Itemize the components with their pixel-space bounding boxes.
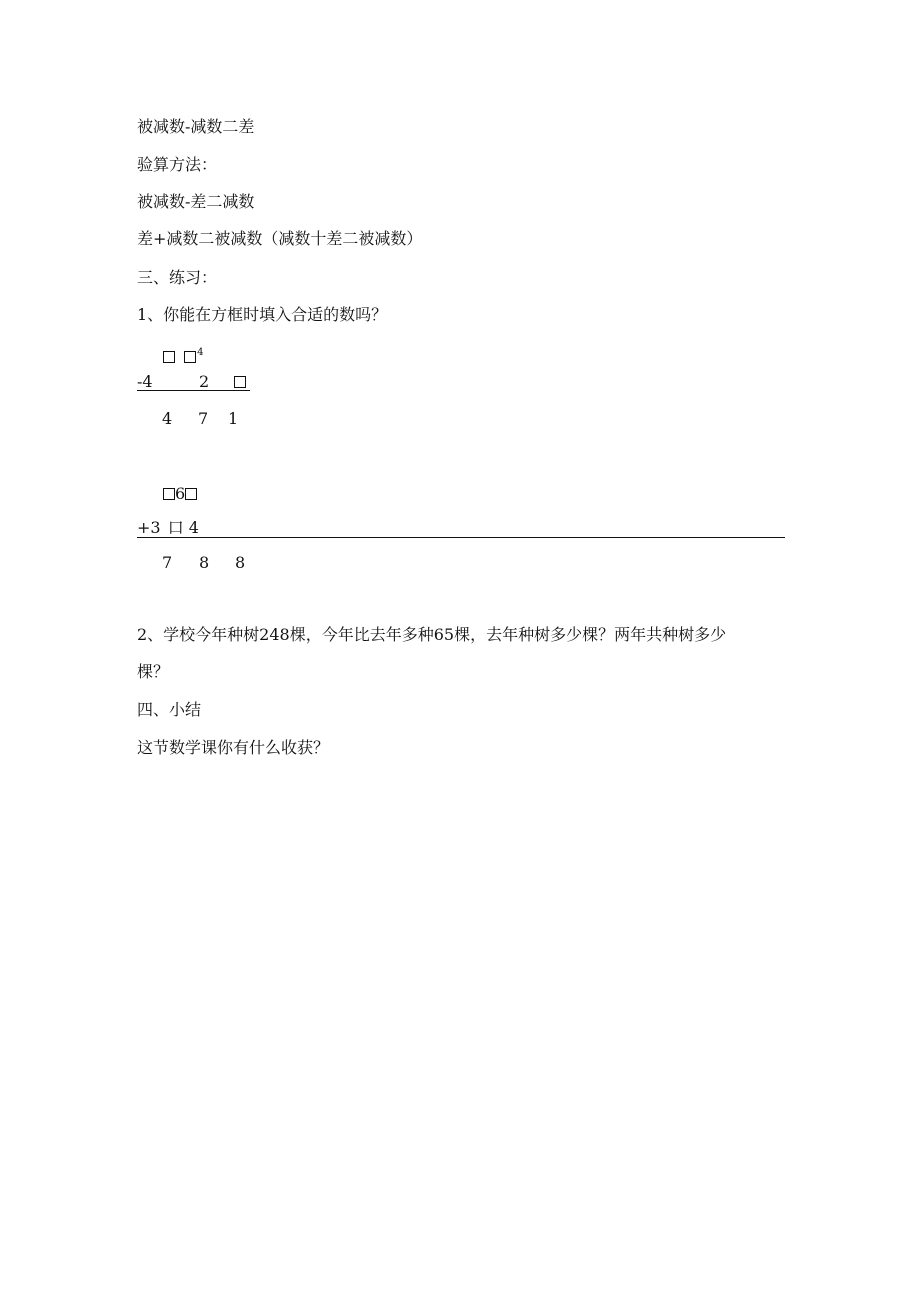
blank-box: [234, 376, 246, 388]
addition-result-2: 8: [199, 553, 210, 572]
subtraction-result-3: 1: [228, 409, 239, 428]
blank-box: [184, 351, 196, 363]
formula-minuend: 差+减数二被减数（减数十差二被减数）: [137, 229, 423, 248]
exercise-heading: 三、练习：: [137, 268, 218, 287]
addition-last-digit: 4: [188, 518, 199, 537]
subtraction-top-row: [163, 347, 203, 370]
question-2-line-2: 棵？: [137, 662, 170, 681]
check-method-heading: 验算方法：: [137, 155, 218, 174]
blank-box: [163, 488, 175, 500]
subtraction-underline: [137, 390, 250, 391]
subtraction-result-2: 7: [198, 409, 209, 428]
blank-box: [185, 488, 197, 500]
addition-operator: +3: [137, 518, 161, 537]
summary-heading: 四、小结: [137, 700, 202, 719]
addition-top-row: [163, 484, 197, 504]
subtraction-operand: -4: [137, 372, 153, 391]
superscript-digit: 4: [197, 347, 204, 358]
addition-result-3: 8: [235, 553, 246, 572]
subtraction-mid-digit: 2: [199, 372, 210, 391]
addition-operand: [137, 518, 199, 538]
addition-underline: [137, 537, 785, 538]
blank-box: [163, 351, 175, 363]
addition-top-digit: 6: [175, 484, 186, 503]
subtraction-result-1: 4: [162, 409, 173, 428]
question-2-line-1: 2、学校今年种树248棵，今年比去年多种65棵，去年种树多少棵？两年共种树多少: [137, 625, 727, 644]
formula-difference: 被减数-减数二差: [137, 117, 255, 136]
summary-question: 这节数学课你有什么收获？: [137, 738, 330, 757]
addition-blank-box: 口: [167, 518, 184, 537]
subtraction-blank: [234, 372, 246, 392]
formula-subtrahend: 被减数-差二减数: [137, 192, 255, 211]
addition-result-1: 7: [162, 553, 173, 572]
question-1: 1、你能在方框时填入合适的数吗？: [137, 305, 388, 324]
